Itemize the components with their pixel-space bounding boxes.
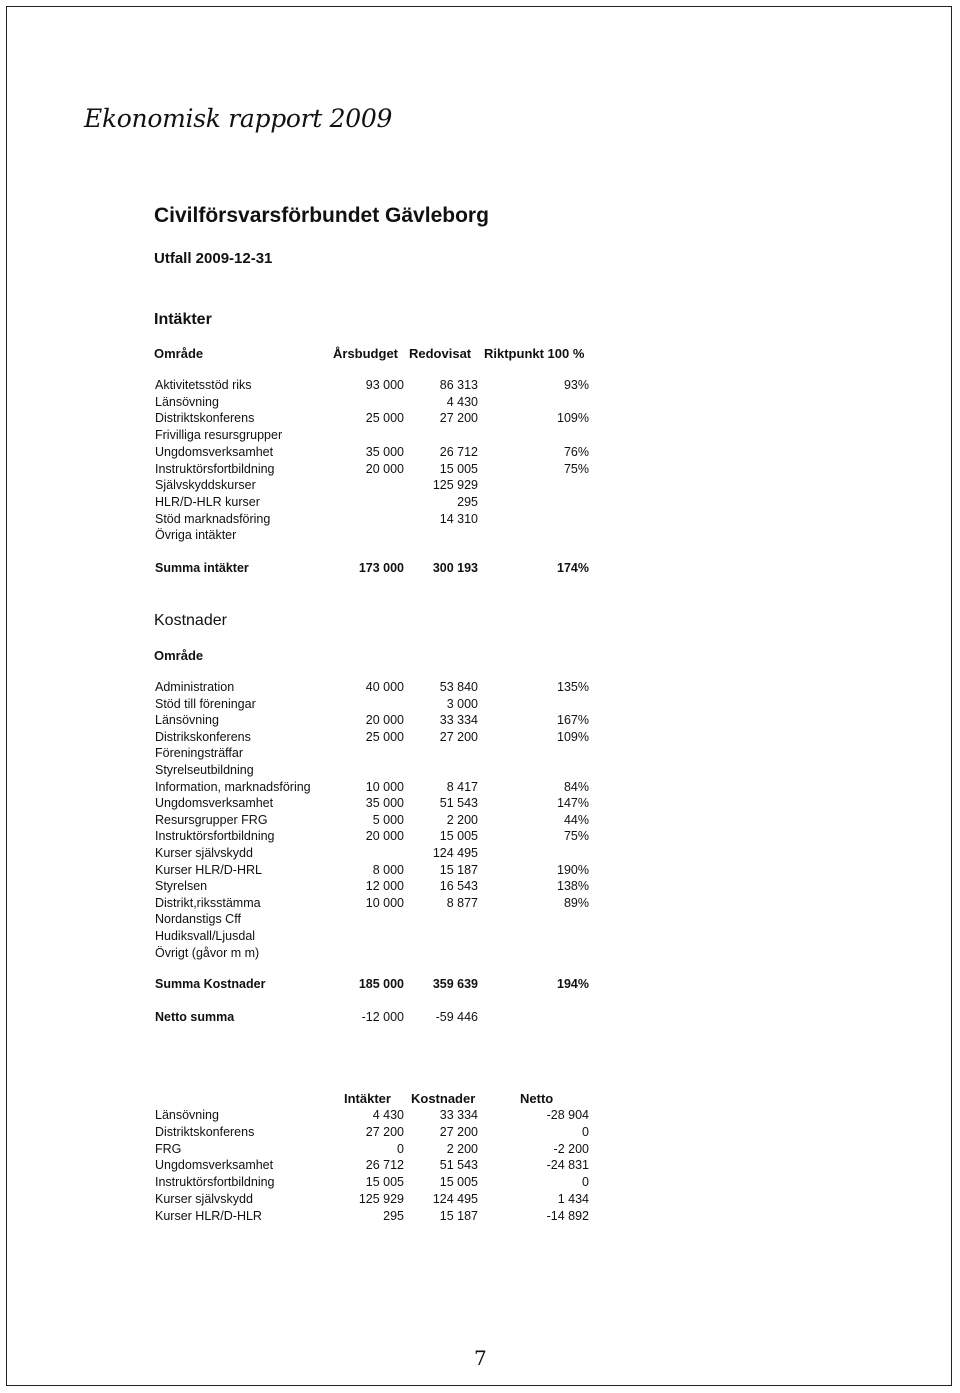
cost-row-pct: 75% bbox=[563, 829, 589, 844]
income-header-target: Riktpunkt 100 % bbox=[484, 346, 585, 361]
income-row-actual: 86 313 bbox=[439, 378, 478, 392]
costs-total-actual: 359 639 bbox=[432, 977, 478, 991]
net-row-net: -2 200 bbox=[553, 1141, 589, 1156]
cost-row bbox=[0, 929, 960, 946]
cost-row-actual: 15 187 bbox=[439, 862, 478, 877]
income-row-label: Länsövning bbox=[155, 394, 219, 409]
cost-row-label: Distrikt,riksstämma bbox=[155, 895, 261, 910]
cost-row-pct: 147% bbox=[557, 796, 589, 811]
income-row bbox=[0, 395, 960, 412]
net-row-label: FRG bbox=[155, 1141, 182, 1156]
cost-row-actual: 2 200 bbox=[446, 812, 478, 827]
cost-row-pct: 44% bbox=[563, 812, 589, 827]
costs-section-title: Kostnader bbox=[154, 612, 227, 629]
cost-row-pct: 84% bbox=[563, 779, 589, 794]
income-total-label: Summa intäkter bbox=[155, 561, 249, 575]
income-row bbox=[0, 445, 960, 462]
cost-row-actual: 124 495 bbox=[432, 846, 478, 860]
income-row bbox=[0, 512, 960, 529]
income-total-actual: 300 193 bbox=[432, 561, 478, 575]
income-row bbox=[0, 411, 960, 428]
net-row-income: 15 005 bbox=[365, 1175, 404, 1190]
cost-row-budget: 5 000 bbox=[372, 812, 404, 827]
income-row-pct: 93% bbox=[563, 378, 589, 392]
income-header-budget: Årsbudget bbox=[333, 346, 398, 361]
organization-title: Civilförsvarsförbundet Gävleborg bbox=[154, 204, 489, 227]
cost-row bbox=[0, 829, 960, 846]
income-row-actual: 4 430 bbox=[446, 394, 478, 409]
net-row bbox=[0, 1175, 960, 1192]
income-row-actual: 15 005 bbox=[439, 461, 478, 476]
income-row-budget: 25 000 bbox=[365, 411, 404, 426]
income-row-budget: 93 000 bbox=[365, 378, 404, 392]
costs-total-pct: 194% bbox=[557, 977, 589, 991]
net-row-net: -28 904 bbox=[546, 1108, 589, 1122]
cost-row bbox=[0, 780, 960, 797]
net-table-header-net: Netto bbox=[520, 1091, 554, 1106]
income-row bbox=[0, 495, 960, 512]
cost-row bbox=[0, 763, 960, 780]
cost-row-label: Instruktörsfortbildning bbox=[155, 829, 275, 844]
income-row-pct: 76% bbox=[563, 444, 589, 459]
cost-row-budget: 10 000 bbox=[365, 779, 404, 794]
income-header-area: Område bbox=[154, 346, 204, 361]
income-row bbox=[0, 528, 960, 545]
cost-row-pct: 109% bbox=[557, 729, 589, 744]
cost-row bbox=[0, 879, 960, 896]
cost-row-label: Administration bbox=[155, 680, 235, 694]
net-row-net: 0 bbox=[582, 1175, 589, 1190]
income-total-budget: 173 000 bbox=[358, 561, 404, 575]
cost-row-budget: 20 000 bbox=[365, 713, 404, 728]
cost-row-label: Kurser självskydd bbox=[155, 846, 253, 860]
costs-total-label: Summa Kostnader bbox=[155, 977, 266, 991]
net-row-net: -24 831 bbox=[546, 1158, 589, 1173]
cost-row-budget: 35 000 bbox=[365, 796, 404, 811]
page-number: 7 bbox=[474, 1346, 487, 1370]
net-row bbox=[0, 1108, 960, 1125]
income-row-label: Stöd marknadsföring bbox=[155, 511, 271, 526]
cost-row bbox=[0, 863, 960, 880]
net-sum-label: Netto summa bbox=[155, 1010, 235, 1024]
income-row-label: HLR/D-HLR kurser bbox=[155, 494, 260, 509]
cost-row-label: Styrelsen bbox=[155, 879, 208, 894]
net-row-net: -14 892 bbox=[546, 1208, 589, 1223]
cost-row-label: Resursgrupper FRG bbox=[155, 812, 268, 827]
net-row bbox=[0, 1209, 960, 1226]
income-header-actual: Redovisat bbox=[409, 346, 472, 361]
net-row-income: 4 430 bbox=[372, 1108, 404, 1122]
income-row-label: Instruktörsfortbildning bbox=[155, 461, 275, 476]
income-row-label: Distriktskonferens bbox=[155, 411, 255, 426]
income-row bbox=[0, 378, 960, 395]
cost-row-label: Kurser HLR/D-HRL bbox=[155, 862, 262, 877]
cost-row bbox=[0, 846, 960, 863]
cost-row-label: Föreningsträffar bbox=[155, 746, 244, 761]
cost-row-actual: 8 877 bbox=[446, 895, 478, 910]
cost-row-pct: 135% bbox=[557, 680, 589, 694]
cost-row-actual: 15 005 bbox=[439, 829, 478, 844]
income-row-actual: 125 929 bbox=[432, 478, 478, 493]
cost-row-label: Länsövning bbox=[155, 713, 219, 728]
income-row-label: Ungdomsverksamhet bbox=[155, 444, 274, 459]
cost-row-actual: 27 200 bbox=[439, 729, 478, 744]
net-row-income: 125 929 bbox=[358, 1192, 404, 1206]
cost-row-budget: 8 000 bbox=[372, 862, 404, 877]
net-row-costs: 15 187 bbox=[439, 1208, 478, 1223]
cost-row bbox=[0, 796, 960, 813]
income-row-actual: 27 200 bbox=[439, 411, 478, 426]
income-row-label: Frivilliga resursgrupper bbox=[155, 428, 283, 443]
cost-row-actual: 53 840 bbox=[439, 680, 478, 694]
cost-row-actual: 16 543 bbox=[439, 879, 478, 894]
income-row-budget: 20 000 bbox=[365, 461, 404, 476]
net-row-costs: 51 543 bbox=[439, 1158, 478, 1173]
cost-row-label: Distrikskonferens bbox=[155, 729, 251, 744]
net-row-costs: 2 200 bbox=[446, 1141, 478, 1156]
income-row-actual: 14 310 bbox=[439, 511, 478, 526]
income-row-actual: 26 712 bbox=[439, 444, 478, 459]
cost-row-budget: 40 000 bbox=[365, 680, 404, 694]
cost-row-label: Hudiksvall/Ljusdal bbox=[155, 929, 256, 943]
cost-row-actual: 33 334 bbox=[439, 713, 478, 728]
income-section-title: Intäkter bbox=[154, 311, 212, 328]
cost-row bbox=[0, 713, 960, 730]
net-row-label: Kurser självskydd bbox=[155, 1192, 253, 1206]
income-row-pct: 109% bbox=[557, 411, 589, 426]
income-row-pct: 75% bbox=[563, 461, 589, 476]
income-row bbox=[0, 478, 960, 495]
net-row bbox=[0, 1125, 960, 1142]
cost-row-budget: 12 000 bbox=[365, 879, 404, 894]
net-sum-actual: -59 446 bbox=[435, 1010, 478, 1024]
income-row-label: Aktivitetsstöd riks bbox=[155, 378, 252, 392]
cost-row-budget: 10 000 bbox=[365, 895, 404, 910]
net-table-header-income: Intäkter bbox=[344, 1091, 391, 1106]
net-row-label: Länsövning bbox=[155, 1108, 219, 1122]
report-title: Ekonomisk rapport 2009 bbox=[84, 104, 393, 133]
cost-row bbox=[0, 912, 960, 929]
income-row-budget: 35 000 bbox=[365, 444, 404, 459]
net-row bbox=[0, 1192, 960, 1209]
cost-row-actual: 8 417 bbox=[446, 779, 478, 794]
net-sum-budget: -12 000 bbox=[361, 1010, 404, 1024]
net-row-costs: 15 005 bbox=[439, 1175, 478, 1190]
cost-row-label: Information, marknadsföring bbox=[155, 779, 311, 794]
cost-row bbox=[0, 746, 960, 763]
cost-row bbox=[0, 697, 960, 714]
net-row-costs: 33 334 bbox=[439, 1108, 478, 1122]
net-row-label: Kurser HLR/D-HLR bbox=[155, 1208, 262, 1223]
net-row-income: 0 bbox=[397, 1141, 404, 1156]
cost-row-label: Nordanstigs Cff bbox=[155, 912, 241, 927]
net-row-net: 1 434 bbox=[557, 1192, 589, 1206]
net-row bbox=[0, 1158, 960, 1175]
net-row bbox=[0, 1142, 960, 1159]
net-row-label: Instruktörsfortbildning bbox=[155, 1175, 275, 1190]
cost-row bbox=[0, 680, 960, 697]
cost-row bbox=[0, 946, 960, 963]
income-row-label: Övriga intäkter bbox=[155, 528, 237, 543]
net-table-header-costs: Kostnader bbox=[411, 1091, 476, 1106]
net-row-income: 295 bbox=[383, 1208, 404, 1223]
cost-row-pct: 167% bbox=[557, 713, 589, 728]
cost-row-label: Övrigt (gåvor m m) bbox=[155, 945, 260, 960]
period-label: Utfall 2009-12-31 bbox=[154, 250, 273, 267]
net-row-costs: 124 495 bbox=[432, 1192, 478, 1206]
cost-row-budget: 20 000 bbox=[365, 829, 404, 844]
costs-total-budget: 185 000 bbox=[358, 977, 404, 991]
cost-row bbox=[0, 730, 960, 747]
income-row-actual: 295 bbox=[457, 494, 478, 509]
cost-row-actual: 51 543 bbox=[439, 796, 478, 811]
costs-header-area: Område bbox=[154, 648, 204, 663]
cost-row-label: Ungdomsverksamhet bbox=[155, 796, 274, 811]
cost-row-pct: 138% bbox=[557, 879, 589, 894]
cost-row-pct: 190% bbox=[557, 862, 589, 877]
cost-row-label: Stöd till föreningar bbox=[155, 696, 256, 711]
income-total-pct: 174% bbox=[557, 561, 589, 575]
net-row-label: Ungdomsverksamhet bbox=[155, 1158, 274, 1173]
income-row bbox=[0, 462, 960, 479]
cost-row bbox=[0, 896, 960, 913]
cost-row-actual: 3 000 bbox=[446, 696, 478, 711]
cost-row-label: Styrelseutbildning bbox=[155, 763, 254, 777]
net-row-net: 0 bbox=[582, 1124, 589, 1139]
net-row-income: 27 200 bbox=[365, 1124, 404, 1139]
net-row-costs: 27 200 bbox=[439, 1124, 478, 1139]
net-row-label: Distriktskonferens bbox=[155, 1124, 255, 1139]
cost-row bbox=[0, 813, 960, 830]
income-row-label: Självskyddskurser bbox=[155, 478, 256, 493]
cost-row-pct: 89% bbox=[563, 895, 589, 910]
income-row bbox=[0, 428, 960, 445]
net-row-income: 26 712 bbox=[365, 1158, 404, 1173]
cost-row-budget: 25 000 bbox=[365, 729, 404, 744]
